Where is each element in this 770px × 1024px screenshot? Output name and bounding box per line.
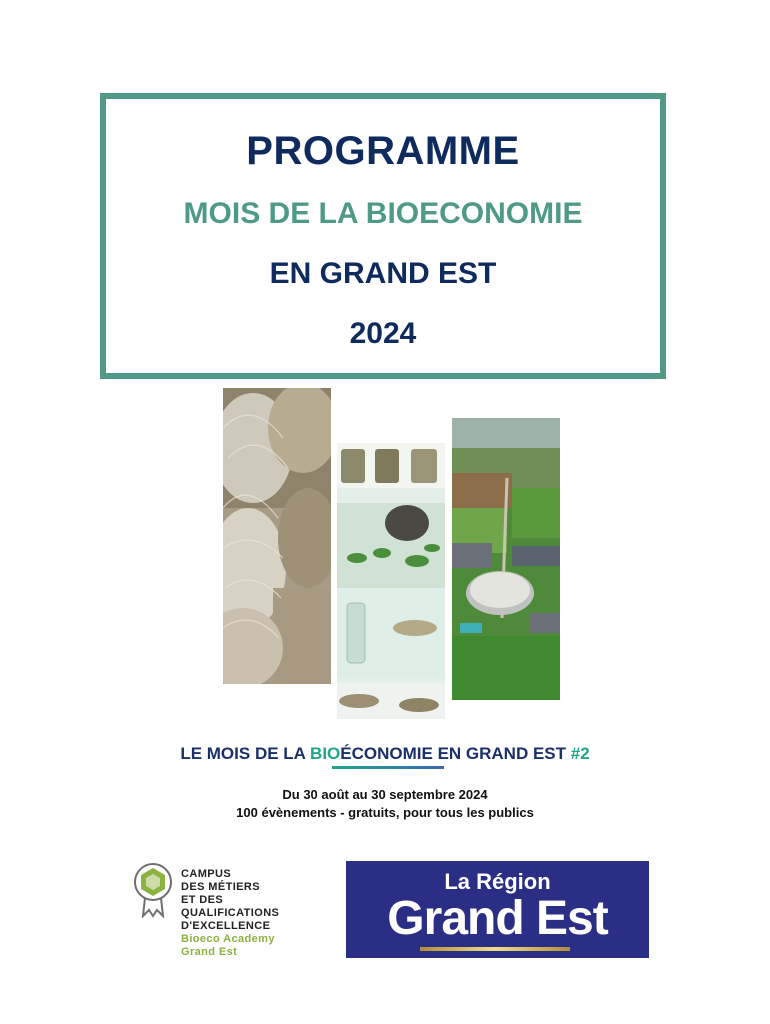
subtitle-post: ÉCONOMIE EN GRAND EST <box>340 744 571 763</box>
event-dates-block <box>0 786 770 822</box>
title-programme: PROGRAMME <box>246 129 520 173</box>
event-dates: Du 30 août au 30 septembre 2024 <box>282 787 488 802</box>
region-main-text: Grand Est <box>387 892 608 945</box>
subtitle-underline <box>332 766 444 769</box>
photo-laboratory <box>337 443 445 719</box>
title-year: 2024 <box>349 317 417 350</box>
photo-fibres <box>223 388 331 684</box>
event-info: 100 évènements - gratuits, pour tous les publics <box>236 805 534 820</box>
region-gold-bar <box>420 947 570 951</box>
campus-line-1: CAMPUS <box>181 868 232 880</box>
title-box <box>100 93 666 379</box>
campus-line-5: D'EXCELLENCE <box>181 920 271 932</box>
subtitle-pre: LE MOIS DE LA <box>180 744 311 763</box>
campus-logo <box>133 860 313 960</box>
campus-line-3: ET DES <box>181 894 224 906</box>
title-grand-est: EN GRAND EST <box>269 257 497 290</box>
campus-line-2: DES MÉTIERS <box>181 881 260 893</box>
campus-badge-icon <box>133 860 177 918</box>
campus-sub-1: Bioeco Academy <box>181 933 275 945</box>
event-subtitle <box>0 744 770 764</box>
region-grand-est-logo <box>346 861 649 958</box>
region-top-text: La Région <box>444 869 551 894</box>
subtitle-number: #2 <box>570 744 590 763</box>
campus-sub-2: Grand Est <box>181 946 238 958</box>
subtitle-accent: BIO <box>310 744 341 763</box>
photo-biogas-plant <box>452 418 560 700</box>
title-mois-bioeconomie: MOIS DE LA BIOECONOMIE <box>183 197 583 230</box>
campus-line-4: QUALIFICATIONS <box>181 907 280 919</box>
